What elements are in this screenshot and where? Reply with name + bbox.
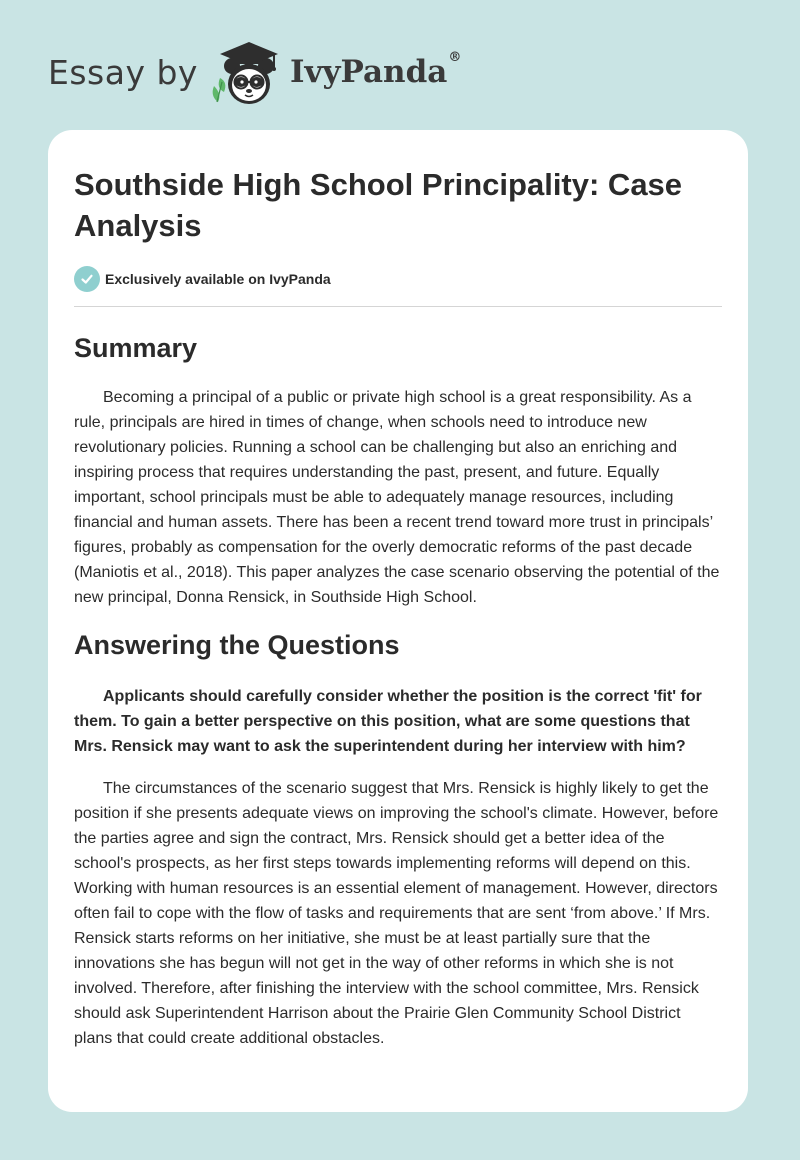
section-heading-summary: Summary xyxy=(74,333,198,363)
summary-paragraph: Becoming a principal of a public or private high school is a great responsibility. As a rule, principals are hired in times of change, when schools need to introduce new revolutionary policies. Running a school can be challenging but also an enriching and inspiring process that requires understanding the past, present, and future. Equally important, school principals must be able to adequately manage resources, including financial and human assets. There has been a recent trend toward more trust in principals’ figures, probably as compensation for the overly democratic reforms of the past decade (Maniotis et al., 2018). This paper analyzes the case scenario observing the potential of the new principal, Donna Rensick, in Southside High School. xyxy=(74,389,720,606)
brand-logo[interactable] xyxy=(48,36,461,108)
question-paragraph: Applicants should carefully consider whether the position is the correct 'fit' for them. To gain a better perspective on this position, what are some questions that Mrs. Rensick may want to ask the superintendent during her interview with him? xyxy=(74,688,702,755)
essay-card xyxy=(48,130,748,1112)
registered-mark: ® xyxy=(448,49,462,65)
divider xyxy=(74,306,722,307)
essay-by-label: Essay by xyxy=(48,52,198,92)
panda-mascot-icon xyxy=(208,36,286,108)
answer-paragraph: The circumstances of the scenario suggest that Mrs. Rensick is highly likely to get the position if she presents adequate views on improving the school's climate. However, before the parties agree and sign the contract, Mrs. Rensick should get a better idea of the school's prospects, as her first steps towards implementing reforms will depend on this. Working with human resources is an essential element of management. However, directors often fail to cope with the flow of tasks and requirements that are sent ‘from above.’ If Mrs. Rensick starts reforms on her initiative, she must be at least partially sure that the innovations she has begun will not get in the way of other reforms in which she is not involved. Therefore, after finishing the interview with the school committee, Mrs. Rensick should ask Superintendent Harrison about the Prairie Glen Community School District plans that could create additional obstacles. xyxy=(74,780,719,1047)
brand-name: IvyPanda® xyxy=(289,49,462,90)
exclusive-label: Exclusively available on IvyPanda xyxy=(105,271,331,287)
checkmark-icon xyxy=(74,266,100,292)
exclusive-badge xyxy=(74,266,722,292)
page-title: Southside High School Principality: Case Analysis xyxy=(74,167,683,243)
section-heading-answering: Answering the Questions xyxy=(74,630,400,660)
